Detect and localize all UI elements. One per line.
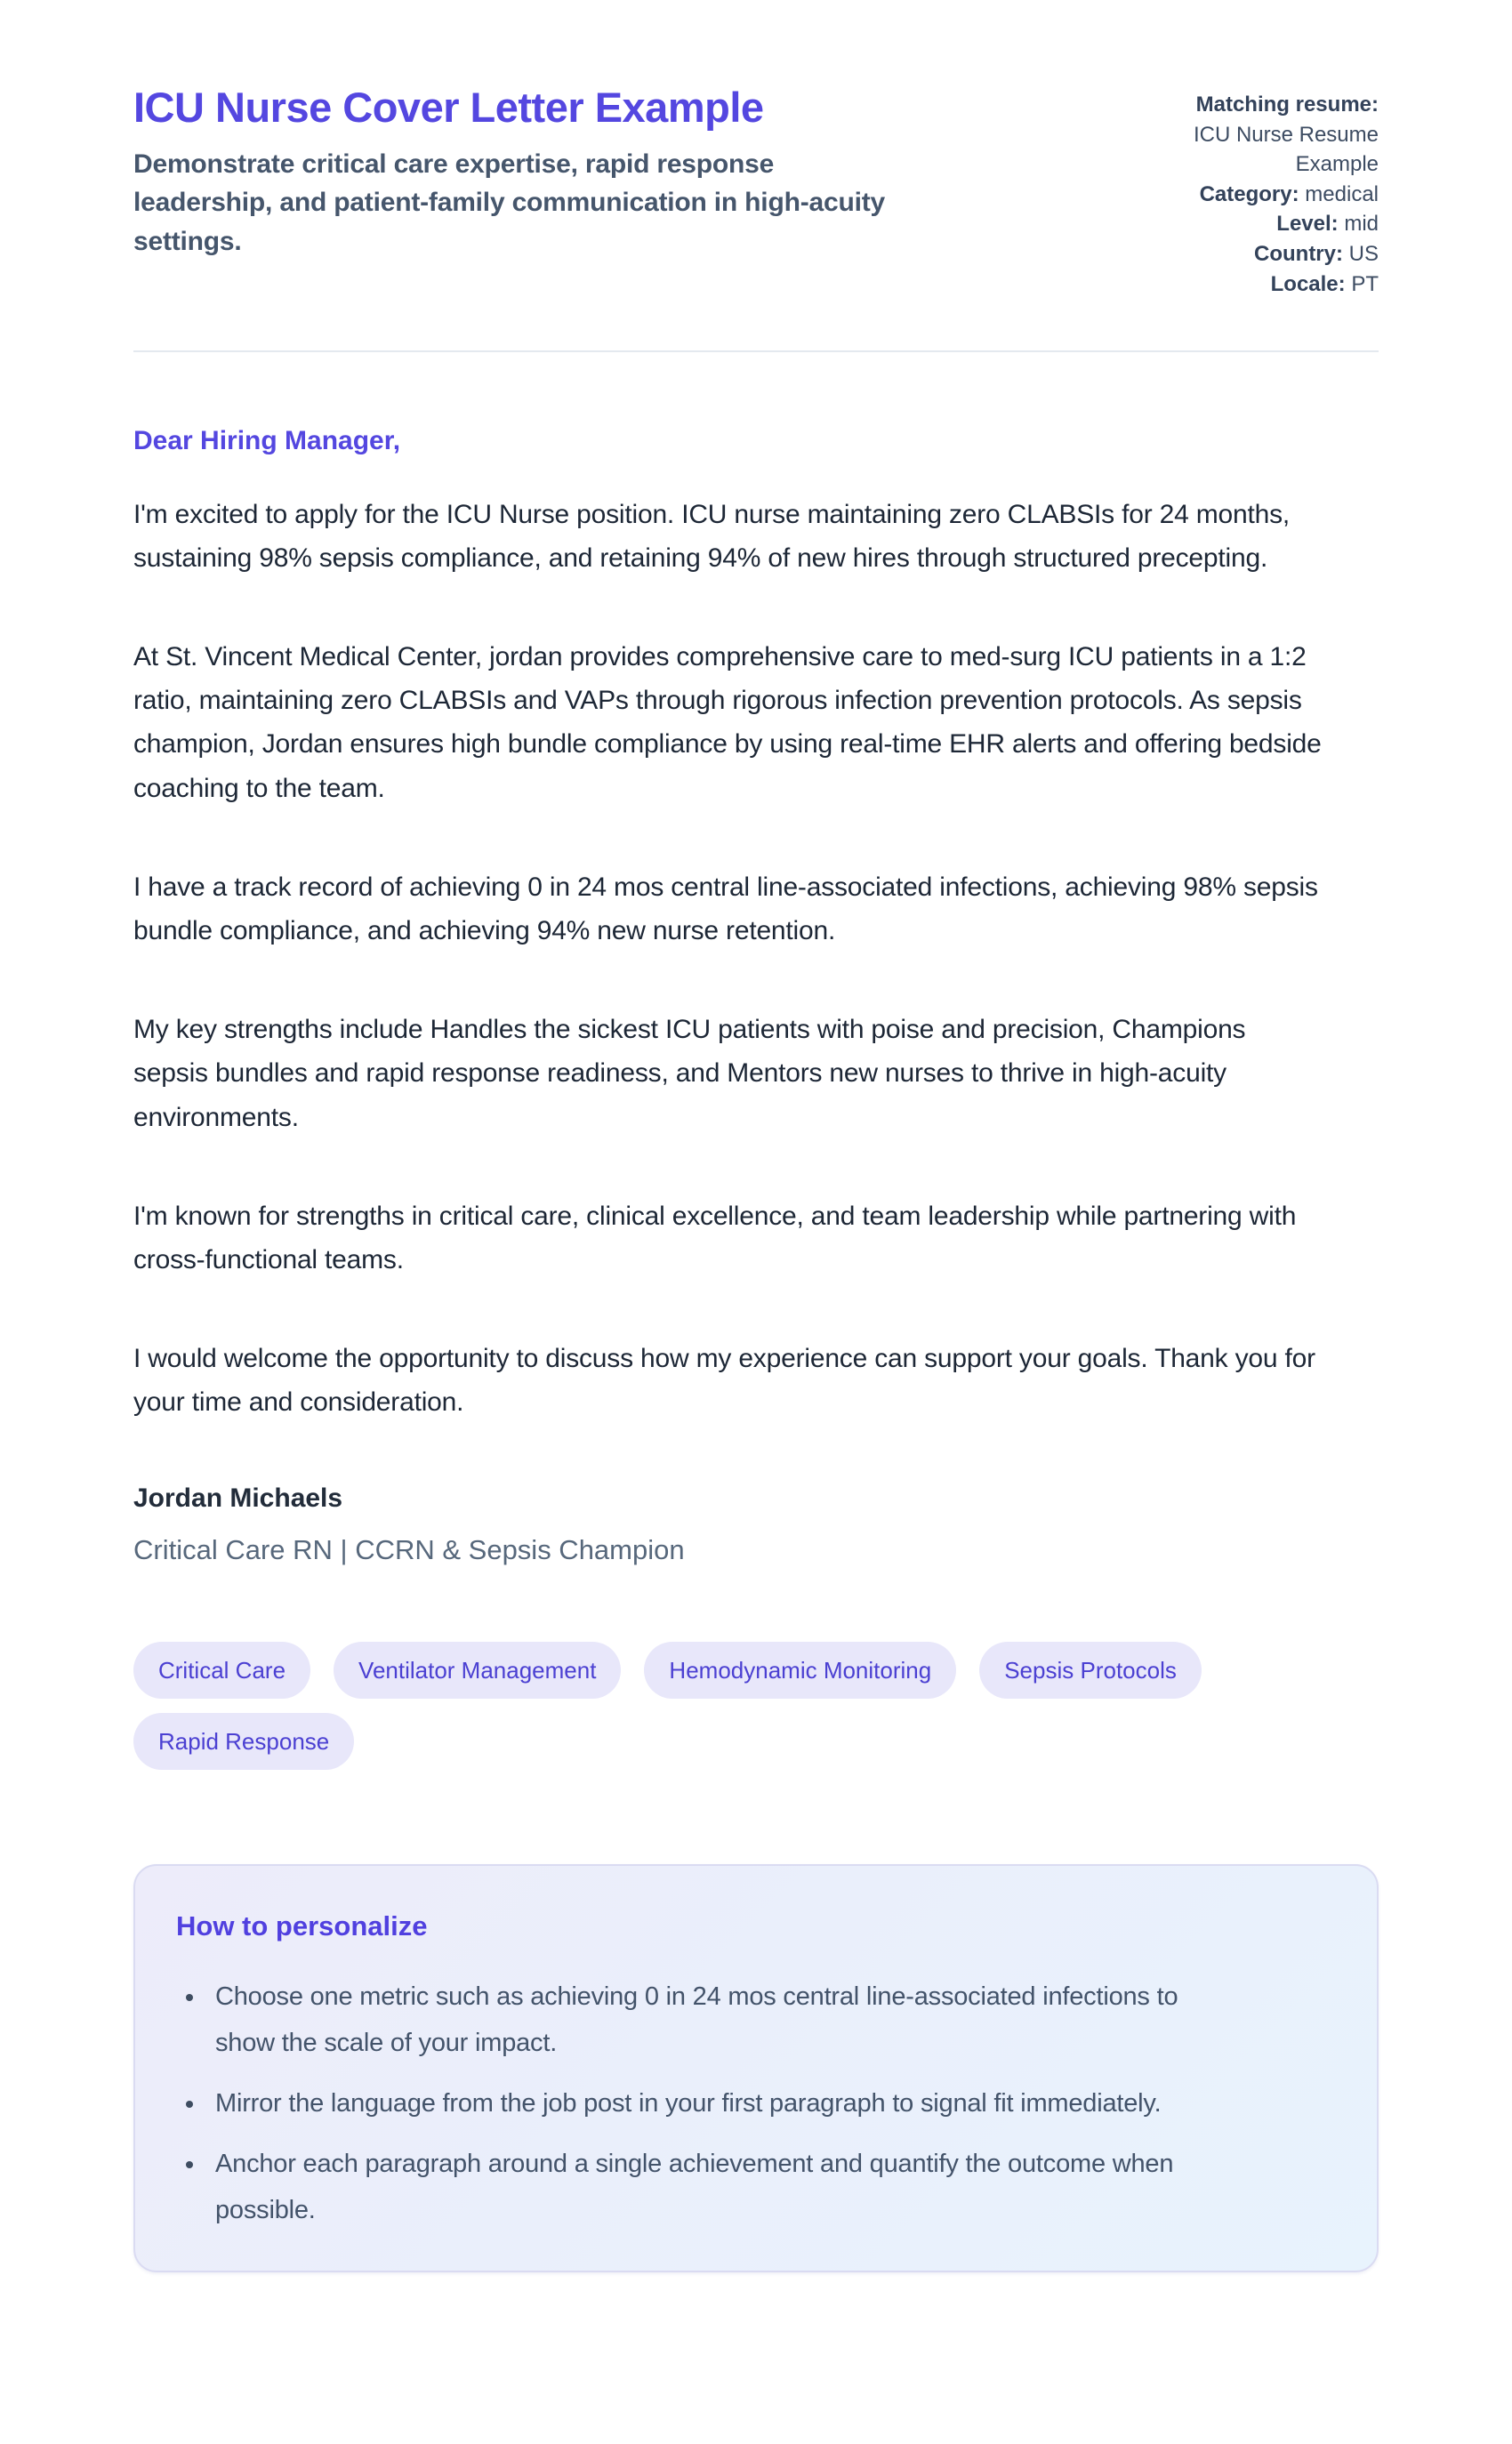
meta-matching-resume-label: Matching resume: — [1195, 92, 1379, 117]
personalize-callout — [133, 1864, 1379, 2273]
letter-paragraph: At St. Vincent Medical Center, jordan provides comprehensive care to med-surg ICU patients in a 1:2 ratio, maintaining zero CLABSIs and VAPs through rigorous infection prevention protocols. As sepsis champion, Jordan ensures high bundle compliance by using real-time EHR alerts and offering bedside coaching to the team. — [133, 642, 1322, 803]
letter-paragraph: I have a track record of achieving 0 in 24 mos central line-associated infections, achieving 98% sepsis bundle compliance, and achieving 94% new nurse retention. — [133, 872, 1318, 945]
resume-meta-block — [1005, 90, 1379, 299]
meta-country-value: US — [1348, 241, 1379, 266]
header-divider — [133, 350, 1379, 352]
tag-pill[interactable]: Ventilator Management — [334, 1642, 621, 1699]
page-subtitle: Demonstrate critical care expertise, rapid response leadership, and patient-family communication in high-acuity settings. — [133, 149, 885, 256]
meta-level — [1005, 209, 1379, 239]
page-container — [133, 0, 1379, 2358]
letter-paragraph: I would welcome the opportunity to discuss how my experience can support your goals. Thank you for your time and consideration. — [133, 1344, 1315, 1418]
meta-level-label: Level: — [1276, 212, 1339, 237]
meta-level-value: mid — [1344, 212, 1379, 237]
header-title-block — [133, 84, 898, 261]
personalize-bullet: • Mirror the language from the job post in your first paragraph to signal fit immediately. — [206, 2081, 1194, 2127]
personalize-bullet-list — [176, 1974, 1334, 2234]
letter-paragraph: My key strengths include Handles the sickest ICU patients with poise and precision, Champions sepsis bundles and rapid response readiness, and Mentors new nurses to thrive in high-acuity environments. — [133, 1015, 1246, 1132]
letter-greeting: Dear Hiring Manager, — [133, 426, 401, 456]
meta-locale — [1005, 269, 1379, 300]
meta-category-value: medical — [1305, 181, 1379, 206]
tag-pill[interactable]: Hemodynamic Monitoring — [644, 1642, 956, 1699]
page-title: ICU Nurse Cover Letter Example — [133, 84, 764, 131]
meta-category-label: Category: — [1199, 181, 1299, 206]
page-header — [133, 84, 1379, 299]
signature-name: Jordan Michaels — [133, 1483, 343, 1514]
signature-block — [133, 1479, 1379, 1570]
meta-locale-label: Locale: — [1270, 271, 1346, 296]
letter-paragraph: I'm known for strengths in critical care, clinical excellence, and team leadership while partnering with cross-functional teams. — [133, 1201, 1297, 1274]
meta-country-label: Country: — [1254, 241, 1343, 266]
meta-category — [1005, 180, 1379, 210]
tag-pill[interactable]: Sepsis Protocols — [979, 1642, 1202, 1699]
signature-title: Critical Care RN | CCRN & Sepsis Champion — [133, 1533, 685, 1565]
personalize-bullet: • Choose one metric such as achieving 0 in 24 mos central line-associated infections to show the scale of your impact. — [206, 1974, 1194, 2067]
cover-letter-body — [133, 422, 1379, 1571]
meta-country — [1005, 239, 1379, 269]
meta-matching-resume — [1005, 90, 1379, 180]
tag-pill[interactable]: Rapid Response — [133, 1713, 354, 1770]
skill-tags-row — [133, 1642, 1343, 1770]
tag-pill[interactable]: Critical Care — [133, 1642, 310, 1699]
personalize-bullet: • Anchor each paragraph around a single achievement and quantify the outcome when possible. — [206, 2142, 1194, 2234]
meta-matching-resume-value: ICU Nurse Resume Example — [1193, 122, 1379, 177]
meta-locale-value: PT — [1351, 271, 1379, 296]
letter-paragraph: I'm excited to apply for the ICU Nurse position. ICU nurse maintaining zero CLABSIs for 24 months, sustaining 98% sepsis compliance, and retaining 94% of new hires through structured precepting. — [133, 499, 1291, 573]
personalize-heading: How to personalize — [176, 1909, 428, 1942]
